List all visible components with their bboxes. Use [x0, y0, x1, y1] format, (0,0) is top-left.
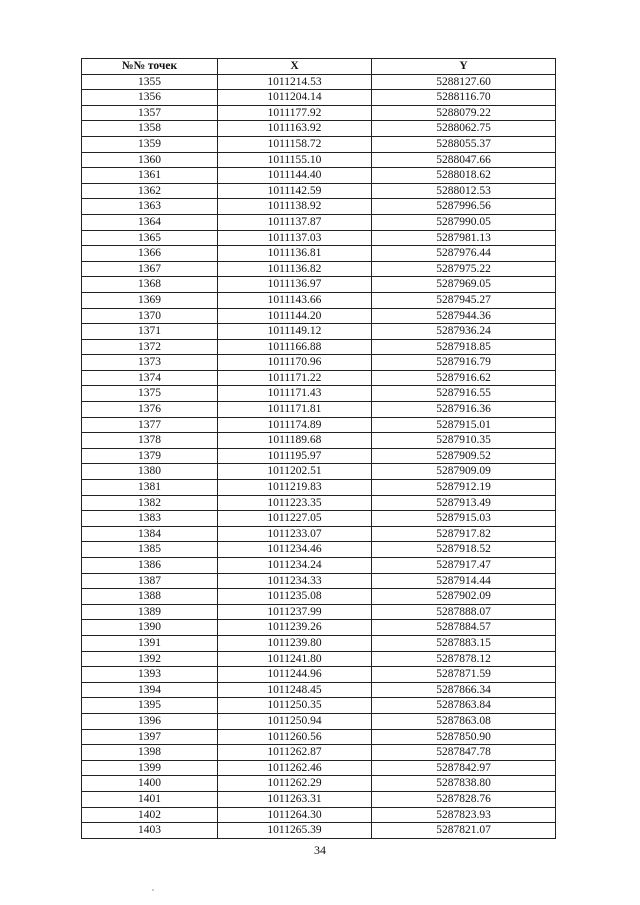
cell-y: 5287976.44: [372, 246, 556, 262]
cell-point-number: 1360: [82, 152, 218, 168]
cell-point-number: 1403: [82, 823, 218, 839]
cell-x: 1011244.96: [218, 667, 372, 683]
cell-x: 1011248.45: [218, 682, 372, 698]
cell-x: 1011262.46: [218, 760, 372, 776]
table-row: [82, 823, 556, 839]
column-header-x: X: [218, 59, 372, 75]
cell-point-number: 1402: [82, 807, 218, 823]
cell-point-number: 1358: [82, 121, 218, 137]
cell-x: 1011144.40: [218, 168, 372, 184]
cell-y: 5287884.57: [372, 620, 556, 636]
cell-y: 5287944.36: [372, 308, 556, 324]
table-row: [82, 448, 556, 464]
cell-point-number: 1356: [82, 90, 218, 106]
cell-point-number: 1376: [82, 402, 218, 418]
cell-x: 1011227.05: [218, 511, 372, 527]
cell-x: 1011137.87: [218, 214, 372, 230]
cell-point-number: 1398: [82, 745, 218, 761]
cell-point-number: 1391: [82, 635, 218, 651]
table-row: [82, 370, 556, 386]
cell-x: 1011202.51: [218, 464, 372, 480]
cell-point-number: 1370: [82, 308, 218, 324]
cell-point-number: 1362: [82, 183, 218, 199]
table-header-row: [82, 59, 556, 75]
cell-point-number: 1364: [82, 214, 218, 230]
cell-x: 1011144.20: [218, 308, 372, 324]
cell-y: 5287912.19: [372, 480, 556, 496]
cell-point-number: 1381: [82, 480, 218, 496]
table-row: [82, 417, 556, 433]
cell-point-number: 1359: [82, 136, 218, 152]
cell-point-number: 1372: [82, 339, 218, 355]
table-row: [82, 464, 556, 480]
cell-y: 5287990.05: [372, 214, 556, 230]
cell-point-number: 1387: [82, 573, 218, 589]
cell-y: 5287916.36: [372, 402, 556, 418]
table-row: [82, 635, 556, 651]
table-row: [82, 105, 556, 121]
cell-y: 5287823.93: [372, 807, 556, 823]
cell-point-number: 1371: [82, 324, 218, 340]
cell-point-number: 1368: [82, 277, 218, 293]
coordinates-table: [81, 58, 556, 839]
cell-x: 1011171.43: [218, 386, 372, 402]
cell-x: 1011235.08: [218, 589, 372, 605]
cell-point-number: 1396: [82, 713, 218, 729]
table-row: [82, 386, 556, 402]
table-row: [82, 214, 556, 230]
cell-y: 5287969.05: [372, 277, 556, 293]
table-row: [82, 121, 556, 137]
cell-y: 5287909.09: [372, 464, 556, 480]
cell-x: 1011219.83: [218, 480, 372, 496]
table-row: [82, 168, 556, 184]
table-row: [82, 90, 556, 106]
cell-y: 5288018.62: [372, 168, 556, 184]
cell-point-number: 1379: [82, 448, 218, 464]
cell-y: 5288127.60: [372, 74, 556, 90]
cell-x: 1011143.66: [218, 292, 372, 308]
cell-point-number: 1367: [82, 261, 218, 277]
cell-point-number: 1366: [82, 246, 218, 262]
cell-y: 5287916.62: [372, 370, 556, 386]
cell-y: 5287981.13: [372, 230, 556, 246]
cell-x: 1011239.80: [218, 635, 372, 651]
cell-x: 1011166.88: [218, 339, 372, 355]
cell-y: 5288079.22: [372, 105, 556, 121]
cell-point-number: 1400: [82, 776, 218, 792]
cell-point-number: 1385: [82, 542, 218, 558]
cell-point-number: 1375: [82, 386, 218, 402]
cell-x: 1011262.29: [218, 776, 372, 792]
cell-y: 5287918.85: [372, 339, 556, 355]
table-row: [82, 277, 556, 293]
cell-x: 1011250.35: [218, 698, 372, 714]
table-row: [82, 183, 556, 199]
cell-y: 5287936.24: [372, 324, 556, 340]
cell-point-number: 1397: [82, 729, 218, 745]
cell-y: 5288062.75: [372, 121, 556, 137]
cell-x: 1011233.07: [218, 526, 372, 542]
table-row: [82, 791, 556, 807]
cell-y: 5287850.90: [372, 729, 556, 745]
table-row: [82, 433, 556, 449]
table-row: [82, 651, 556, 667]
table-row: [82, 589, 556, 605]
cell-y: 5287916.55: [372, 386, 556, 402]
cell-y: 5287866.34: [372, 682, 556, 698]
cell-x: 1011155.10: [218, 152, 372, 168]
table-row: [82, 402, 556, 418]
cell-y: 5288116.70: [372, 90, 556, 106]
cell-y: 5287975.22: [372, 261, 556, 277]
cell-y: 5287863.08: [372, 713, 556, 729]
cell-point-number: 1382: [82, 495, 218, 511]
cell-y: 5287910.35: [372, 433, 556, 449]
cell-y: 5287914.44: [372, 573, 556, 589]
cell-point-number: 1369: [82, 292, 218, 308]
cell-x: 1011177.92: [218, 105, 372, 121]
table-row: [82, 776, 556, 792]
cell-point-number: 1363: [82, 199, 218, 215]
table-row: [82, 542, 556, 558]
cell-y: 5287917.82: [372, 526, 556, 542]
cell-x: 1011264.30: [218, 807, 372, 823]
cell-x: 1011136.82: [218, 261, 372, 277]
cell-y: 5287821.07: [372, 823, 556, 839]
table-body: [82, 74, 556, 838]
table-row: [82, 199, 556, 215]
cell-x: 1011137.03: [218, 230, 372, 246]
table-row: [82, 667, 556, 683]
cell-y: 5287842.97: [372, 760, 556, 776]
cell-x: 1011174.89: [218, 417, 372, 433]
cell-point-number: 1377: [82, 417, 218, 433]
column-header-y: Y: [372, 59, 556, 75]
table-row: [82, 745, 556, 761]
cell-point-number: 1357: [82, 105, 218, 121]
cell-point-number: 1401: [82, 791, 218, 807]
table-row: [82, 511, 556, 527]
cell-x: 1011262.87: [218, 745, 372, 761]
table-row: [82, 339, 556, 355]
cell-x: 1011265.39: [218, 823, 372, 839]
cell-y: 5287916.79: [372, 355, 556, 371]
cell-point-number: 1394: [82, 682, 218, 698]
table-row: [82, 74, 556, 90]
cell-x: 1011234.46: [218, 542, 372, 558]
cell-x: 1011171.22: [218, 370, 372, 386]
table-row: [82, 729, 556, 745]
cell-y: 5287909.52: [372, 448, 556, 464]
cell-y: 5287913.49: [372, 495, 556, 511]
table-row: [82, 136, 556, 152]
cell-y: 5288047.66: [372, 152, 556, 168]
cell-x: 1011136.97: [218, 277, 372, 293]
cell-y: 5288012.53: [372, 183, 556, 199]
cell-x: 1011237.99: [218, 604, 372, 620]
cell-y: 5287828.76: [372, 791, 556, 807]
cell-point-number: 1389: [82, 604, 218, 620]
cell-x: 1011250.94: [218, 713, 372, 729]
table-row: [82, 246, 556, 262]
column-header-point-number: №№ точек: [82, 59, 218, 75]
cell-point-number: 1361: [82, 168, 218, 184]
table-row: [82, 355, 556, 371]
cell-x: 1011189.68: [218, 433, 372, 449]
cell-x: 1011138.92: [218, 199, 372, 215]
table-row: [82, 698, 556, 714]
cell-y: 5287838.80: [372, 776, 556, 792]
cell-y: 5288055.37: [372, 136, 556, 152]
cell-y: 5287883.15: [372, 635, 556, 651]
cell-point-number: 1365: [82, 230, 218, 246]
cell-x: 1011263.31: [218, 791, 372, 807]
table-row: [82, 526, 556, 542]
cell-y: 5287945.27: [372, 292, 556, 308]
cell-y: 5287863.84: [372, 698, 556, 714]
table-row: [82, 230, 556, 246]
cell-point-number: 1399: [82, 760, 218, 776]
cell-y: 5287888.07: [372, 604, 556, 620]
cell-x: 1011260.56: [218, 729, 372, 745]
cell-point-number: 1383: [82, 511, 218, 527]
table-row: [82, 620, 556, 636]
table-row: [82, 573, 556, 589]
table-row: [82, 713, 556, 729]
cell-y: 5287915.03: [372, 511, 556, 527]
cell-x: 1011149.12: [218, 324, 372, 340]
cell-x: 1011158.72: [218, 136, 372, 152]
cell-x: 1011214.53: [218, 74, 372, 90]
page-number: 34: [314, 843, 326, 857]
cell-x: 1011204.14: [218, 90, 372, 106]
cell-y: 5287917.47: [372, 558, 556, 574]
table-row: [82, 760, 556, 776]
cell-point-number: 1384: [82, 526, 218, 542]
cell-y: 5287847.78: [372, 745, 556, 761]
cell-x: 1011170.96: [218, 355, 372, 371]
cell-y: 5287902.09: [372, 589, 556, 605]
table-row: [82, 495, 556, 511]
table-row: [82, 152, 556, 168]
cell-point-number: 1395: [82, 698, 218, 714]
table-row: [82, 604, 556, 620]
cell-x: 1011195.97: [218, 448, 372, 464]
cell-y: 5287871.59: [372, 667, 556, 683]
cell-x: 1011223.35: [218, 495, 372, 511]
cell-y: 5287996.56: [372, 199, 556, 215]
cell-point-number: 1374: [82, 370, 218, 386]
cell-point-number: 1380: [82, 464, 218, 480]
cell-point-number: 1373: [82, 355, 218, 371]
cell-point-number: 1393: [82, 667, 218, 683]
table-row: [82, 558, 556, 574]
cell-point-number: 1378: [82, 433, 218, 449]
cell-x: 1011234.33: [218, 573, 372, 589]
cell-point-number: 1390: [82, 620, 218, 636]
cell-x: 1011163.92: [218, 121, 372, 137]
cell-point-number: 1388: [82, 589, 218, 605]
cell-y: 5287878.12: [372, 651, 556, 667]
table-row: [82, 480, 556, 496]
table-row: [82, 292, 556, 308]
cell-x: 1011241.80: [218, 651, 372, 667]
table-row: [82, 324, 556, 340]
cell-point-number: 1355: [82, 74, 218, 90]
cell-x: 1011142.59: [218, 183, 372, 199]
cell-x: 1011171.81: [218, 402, 372, 418]
table-row: [82, 308, 556, 324]
cell-y: 5287915.01: [372, 417, 556, 433]
cell-y: 5287918.52: [372, 542, 556, 558]
table-row: [82, 682, 556, 698]
cell-x: 1011239.26: [218, 620, 372, 636]
cell-x: 1011234.24: [218, 558, 372, 574]
cell-x: 1011136.81: [218, 246, 372, 262]
cell-point-number: 1386: [82, 558, 218, 574]
scan-artifact-dot: [152, 889, 154, 891]
table-row: [82, 261, 556, 277]
table-row: [82, 807, 556, 823]
cell-point-number: 1392: [82, 651, 218, 667]
